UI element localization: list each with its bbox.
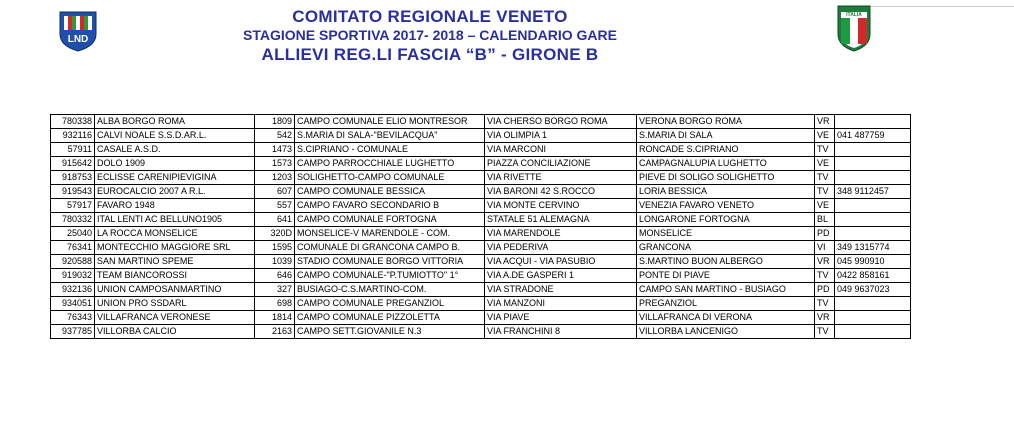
province-cell: TV [815, 185, 835, 199]
phone-cell: 041 487759 [835, 129, 911, 143]
province-cell: VR [815, 255, 835, 269]
province-cell: VR [815, 115, 835, 129]
phone-cell: 049 9637023 [835, 283, 911, 297]
table-row [51, 325, 911, 339]
phone-cell [835, 311, 911, 325]
team-name-cell: UNION CAMPOSANMARTINO [95, 283, 255, 297]
table-row [51, 283, 911, 297]
table-row [51, 227, 911, 241]
team-code-cell: 57911 [51, 143, 95, 157]
team-code-cell: 934051 [51, 297, 95, 311]
address-cell: PIAZZA CONCILIAZIONE [485, 157, 637, 171]
team-code-cell: 780332 [51, 213, 95, 227]
teams-table [50, 114, 911, 339]
team-code-cell: 915642 [51, 157, 95, 171]
team-name-cell: DOLO 1909 [95, 157, 255, 171]
team-name-cell: MONTECCHIO MAGGIORE SRL [95, 241, 255, 255]
document-header [130, 6, 730, 66]
team-code-cell: 76341 [51, 241, 95, 255]
phone-cell [835, 213, 911, 227]
field-code-cell: 1039 [255, 255, 295, 269]
field-code-cell: 1573 [255, 157, 295, 171]
province-cell: TV [815, 269, 835, 283]
address-cell: VIA PEDERIVA [485, 241, 637, 255]
address-cell: VIA ACQUI - VIA PASUBIO [485, 255, 637, 269]
address-cell: VIA MARENDOLE [485, 227, 637, 241]
field-code-cell: 698 [255, 297, 295, 311]
team-name-cell: ITAL LENTI AC BELLUNO1905 [95, 213, 255, 227]
team-name-cell: UNION PRO SSDARL [95, 297, 255, 311]
city-cell: LORIA BESSICA [637, 185, 815, 199]
city-cell: VILLORBA LANCENIGO [637, 325, 815, 339]
province-cell: TV [815, 143, 835, 157]
team-code-cell: 57917 [51, 199, 95, 213]
address-cell: VIA MARCONI [485, 143, 637, 157]
field-code-cell: 1595 [255, 241, 295, 255]
field-code-cell: 1814 [255, 311, 295, 325]
field-name-cell: CAMPO COMUNALE-"P.TUMIOTTO" 1° [295, 269, 485, 283]
team-name-cell: ECLISSE CARENIPIEVIGINA [95, 171, 255, 185]
city-cell: VILLAFRANCA DI VERONA [637, 311, 815, 325]
table-row [51, 269, 911, 283]
field-code-cell: 1473 [255, 143, 295, 157]
team-name-cell: VILLORBA CALCIO [95, 325, 255, 339]
team-name-cell: SAN MARTINO SPEME [95, 255, 255, 269]
table-row [51, 213, 911, 227]
field-name-cell: CAMPO PARROCCHIALE LUGHETTO [295, 157, 485, 171]
lnd-logo [56, 10, 100, 52]
city-cell: MONSELICE [637, 227, 815, 241]
table-row [51, 185, 911, 199]
field-code-cell: 646 [255, 269, 295, 283]
province-cell: VI [815, 241, 835, 255]
field-name-cell: CAMPO COMUNALE BESSICA [295, 185, 485, 199]
team-name-cell: CASALE A.S.D. [95, 143, 255, 157]
field-name-cell: MONSELICE-V MARENDOLE - COM. [295, 227, 485, 241]
field-name-cell: CAMPO SETT.GIOVANILE N.3 [295, 325, 485, 339]
phone-cell [835, 115, 911, 129]
table-row [51, 311, 911, 325]
address-cell: VIA OLIMPIA 1 [485, 129, 637, 143]
address-cell: VIA PIAVE [485, 311, 637, 325]
address-cell: VIA BARONI 42 S.ROCCO [485, 185, 637, 199]
address-cell: VIA RIVETTE [485, 171, 637, 185]
province-cell: VE [815, 157, 835, 171]
phone-cell [835, 227, 911, 241]
city-cell: VERONA BORGO ROMA [637, 115, 815, 129]
table-row [51, 115, 911, 129]
field-name-cell: CAMPO COMUNALE PREGANZIOL [295, 297, 485, 311]
table-row [51, 255, 911, 269]
city-cell: PIEVE DI SOLIGO SOLIGHETTO [637, 171, 815, 185]
field-name-cell: CAMPO FAVARO SECONDARIO B [295, 199, 485, 213]
team-code-cell: 937785 [51, 325, 95, 339]
team-code-cell: 932136 [51, 283, 95, 297]
team-code-cell: 25040 [51, 227, 95, 241]
province-cell: TV [815, 325, 835, 339]
province-cell: PD [815, 227, 835, 241]
address-cell: VIA MONTE CERVINO [485, 199, 637, 213]
province-cell: TV [815, 297, 835, 311]
field-name-cell: BUSIAGO-C.S.MARTINO-COM. [295, 283, 485, 297]
province-cell: BL [815, 213, 835, 227]
field-code-cell: 320D [255, 227, 295, 241]
field-name-cell: CAMPO COMUNALE ELIO MONTRESOR [295, 115, 485, 129]
team-name-cell: EUROCALCIO 2007 A R.L. [95, 185, 255, 199]
address-cell: VIA FRANCHINI 8 [485, 325, 637, 339]
phone-cell: 045 990910 [835, 255, 911, 269]
address-cell: STATALE 51 ALEMAGNA [485, 213, 637, 227]
group-title: ALLIEVI REG.LI FASCIA “B” - GIRONE B [261, 45, 599, 64]
city-cell: CAMPAGNALUPIA LUGHETTO [637, 157, 815, 171]
address-cell: VIA CHERSO BORGO ROMA [485, 115, 637, 129]
province-cell: PD [815, 283, 835, 297]
city-cell: RONCADE S.CIPRIANO [637, 143, 815, 157]
city-cell: LONGARONE FORTOGNA [637, 213, 815, 227]
city-cell: GRANCONA [637, 241, 815, 255]
team-code-cell: 920588 [51, 255, 95, 269]
city-cell: S.MARTINO BUON ALBERGO [637, 255, 815, 269]
italia-badge [836, 4, 872, 52]
city-cell: PREGANZIOL [637, 297, 815, 311]
phone-cell: 348 9112457 [835, 185, 911, 199]
field-name-cell: S.CIPRIANO - COMUNALE [295, 143, 485, 157]
team-name-cell: CALVI NOALE S.S.D.AR.L. [95, 129, 255, 143]
team-code-cell: 780338 [51, 115, 95, 129]
team-code-cell: 932116 [51, 129, 95, 143]
phone-cell [835, 199, 911, 213]
field-code-cell: 2163 [255, 325, 295, 339]
phone-cell [835, 297, 911, 311]
table-row [51, 171, 911, 185]
field-code-cell: 327 [255, 283, 295, 297]
field-code-cell: 607 [255, 185, 295, 199]
city-cell: S.MARIA DI SALA [637, 129, 815, 143]
city-cell: PONTE DI PIAVE [637, 269, 815, 283]
field-name-cell: CAMPO COMUNALE FORTOGNA [295, 213, 485, 227]
team-name-cell: ALBA BORGO ROMA [95, 115, 255, 129]
team-code-cell: 919032 [51, 269, 95, 283]
table-row [51, 157, 911, 171]
table-row [51, 129, 911, 143]
team-name-cell: LA ROCCA MONSELICE [95, 227, 255, 241]
field-code-cell: 1203 [255, 171, 295, 185]
team-code-cell: 919543 [51, 185, 95, 199]
table-row [51, 199, 911, 213]
table-row [51, 143, 911, 157]
field-name-cell: STADIO COMUNALE BORGO VITTORIA [295, 255, 485, 269]
team-code-cell: 76343 [51, 311, 95, 325]
field-code-cell: 641 [255, 213, 295, 227]
phone-cell [835, 157, 911, 171]
field-code-cell: 557 [255, 199, 295, 213]
address-cell: VIA A.DE GASPERI 1 [485, 269, 637, 283]
address-cell: VIA MANZONI [485, 297, 637, 311]
province-cell: TV [815, 171, 835, 185]
province-cell: VE [815, 129, 835, 143]
svg-text:LND: LND [67, 34, 89, 45]
table-row [51, 241, 911, 255]
phone-cell: 349 1315774 [835, 241, 911, 255]
city-cell: CAMPO SAN MARTINO - BUSIAGO [637, 283, 815, 297]
team-name-cell: FAVARO 1948 [95, 199, 255, 213]
phone-cell [835, 325, 911, 339]
field-name-cell: SOLIGHETTO-CAMPO COMUNALE [295, 171, 485, 185]
team-name-cell: TEAM BIANCOROSSI [95, 269, 255, 283]
field-name-cell: COMUNALE DI GRANCONA CAMPO B. [295, 241, 485, 255]
city-cell: VENEZIA FAVARO VENETO [637, 199, 815, 213]
phone-cell: 0422 858161 [835, 269, 911, 283]
team-code-cell: 918753 [51, 171, 95, 185]
season-title: STAGIONE SPORTIVA 2017- 2018 – CALENDARIO GARE [243, 27, 617, 43]
phone-cell [835, 143, 911, 157]
field-code-cell: 1809 [255, 115, 295, 129]
province-cell: VR [815, 311, 835, 325]
team-name-cell: VILLAFRANCA VERONESE [95, 311, 255, 325]
field-name-cell: S.MARIA DI SALA-"BEVILACQUA" [295, 129, 485, 143]
svg-text:ITALIA: ITALIA [846, 12, 862, 18]
address-cell: VIA STRADONE [485, 283, 637, 297]
field-name-cell: CAMPO COMUNALE PIZZOLETTA [295, 311, 485, 325]
field-code-cell: 542 [255, 129, 295, 143]
top-border-line [870, 6, 1014, 7]
province-cell: VE [815, 199, 835, 213]
table-row [51, 297, 911, 311]
committee-title: COMITATO REGIONALE VENETO [292, 7, 568, 26]
phone-cell [835, 171, 911, 185]
